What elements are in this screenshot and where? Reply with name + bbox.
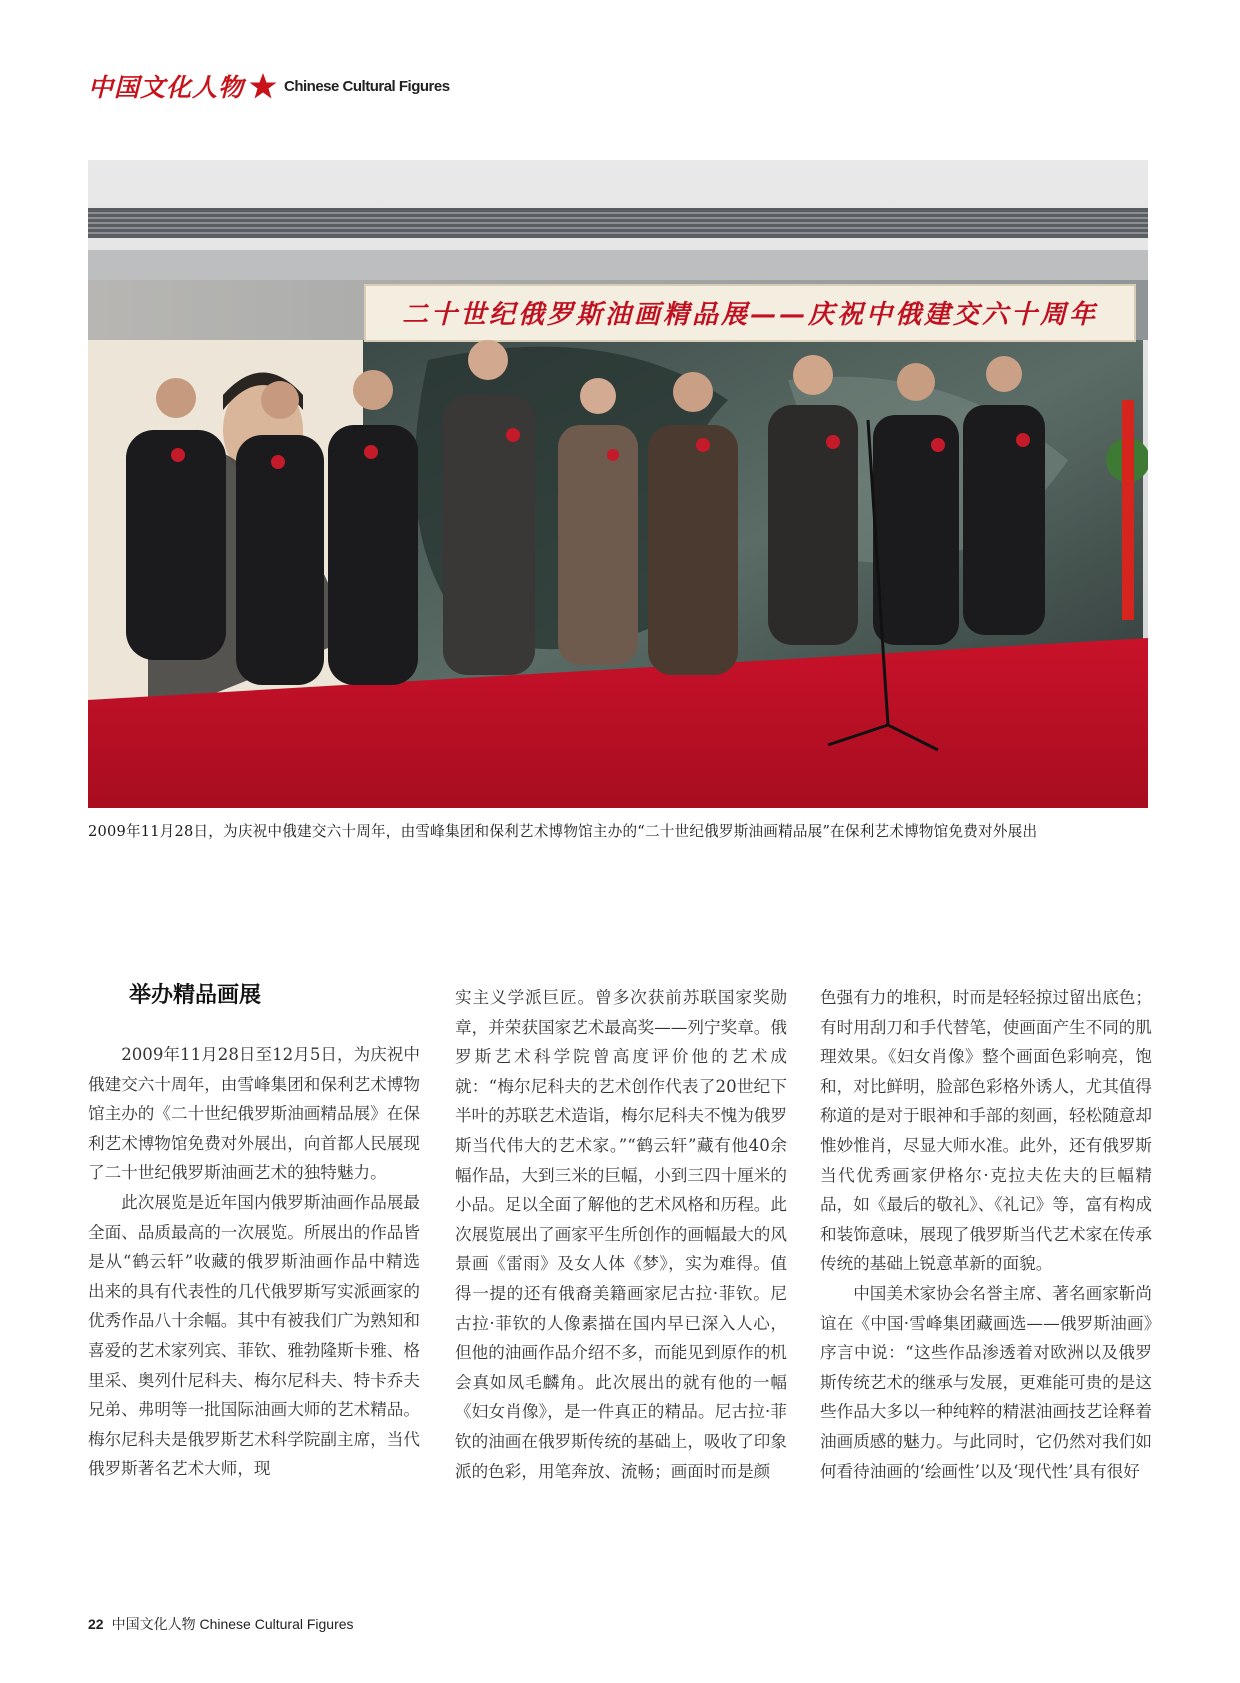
paragraph: 2009年11月28日至12月5日，为庆祝中俄建交六十周年，由雪峰集团和保利艺术博物馆主办的《二十世纪俄罗斯油画精品展》在保利艺术博物馆免费对外展出，向首都人民展现了二十世纪俄罗斯油画艺术的独特魅力。 — [88, 1045, 420, 1183]
magazine-logo-zh: 中国文化人物 — [88, 73, 245, 102]
footer-text: 中国文化人物 Chinese Cultural Figures — [111, 1616, 354, 1632]
magazine-header — [88, 70, 450, 102]
people-group — [126, 340, 1045, 685]
paragraph: 中国美术家协会名誉主席、著名画家靳尚谊在《中国·雪峰集团藏画选——俄罗斯油画》序言中说：“这些作品渗透着对欧洲以及俄罗斯传统艺术的继承与发展，更难能可贵的是这些作品大多以一种纯粹的精湛油画技艺诠释着油画质感的魅力。与此同时，它仍然对我们如何看待油画的‘绘画性’以及‘现代性’具有很好 — [820, 1283, 1152, 1481]
star-icon — [248, 71, 278, 101]
paragraph: 色强有力的堆积，时而是轻轻掠过留出底色；有时用刮刀和手代替笔，使画面产生不同的肌理效果。《妇女肖像》整个画面色彩响亮，饱和，对比鲜明，脸部色彩格外诱人，尤其值得称道的是对于眼神和手部的刻画，轻松随意却惟妙惟肖，尽显大师水准。此外，还有俄罗斯当代优秀画家伊格尔·克拉夫佐夫的巨幅精品，如《最后的敬礼》、《礼记》等，富有构成和装饰意味，展现了俄罗斯当代艺术家在传承传统的基础上锐意革新的面貌。 — [820, 988, 1152, 1274]
photo-caption: 2009年11月28日，为庆祝中俄建交六十周年，由雪峰集团和保利艺术博物馆主办的“二十世纪俄罗斯油画精品展”在保利艺术博物馆免费对外展出 — [88, 823, 1038, 840]
article-column-2 — [455, 983, 787, 1486]
banner-text: 二十世纪俄罗斯油画精品展——庆祝中俄建交六十周年 — [401, 300, 1099, 330]
exhibition-photo — [88, 160, 1148, 808]
article-column-1 — [88, 1040, 420, 1484]
paragraph: 此次展览是近年国内俄罗斯油画作品展最全面、品质最高的一次展览。所展出的作品皆是从“鹤云轩”收藏的俄罗斯油画作品中精选出来的具有代表性的几代俄罗斯写实派画家的优秀作品八十余幅。其中有被我们广为熟知和喜爱的艺术家列宾、菲钦、雅勃隆斯卡雅、格里采、奥列什尼科夫、梅尔尼科夫、特卡乔夫兄弟、弗明等一批国际油画大师的艺术精品。梅尔尼科夫是俄罗斯艺术科学院副主席，当代俄罗斯著名艺术大师，现 — [88, 1192, 420, 1479]
magazine-logo-en: Chinese Cultural Figures — [284, 77, 450, 95]
page-number: 22 — [88, 1616, 104, 1632]
page-footer — [88, 1614, 354, 1634]
article-column-3 — [820, 983, 1152, 1486]
section-title: 举办精品画展 — [129, 983, 262, 1008]
paragraph: 实主义学派巨匠。曾多次获前苏联国家奖勋章，并荣获国家艺术最高奖——列宁奖章。俄罗斯艺术科学院曾高度评价他的艺术成就：“梅尔尼科夫的艺术创作代表了20世纪下半叶的苏联艺术造诣，梅尔尼科夫不愧为俄罗斯当代伟大的艺术家。”“鹤云轩”藏有他40余幅作品，大到三米的巨幅，小到三四十厘米的小品。足以全面了解他的艺术风格和历程。此次展览展出了画家平生所创作的画幅最大的风景画《雷雨》及女人体《梦》，实为难得。值得一提的还有俄裔美籍画家尼古拉·菲钦。尼古拉·菲钦的人像素描在国内早已深入人心，但他的油画作品介绍不多，而能见到原作的机会真如凤毛麟角。此次展出的就有他的一幅《妇女肖像》，是一件真正的精品。尼古拉·菲钦的油画在俄罗斯传统的基础上，吸收了印象派的色彩，用笔奔放、流畅；画面时而是颜 — [455, 988, 787, 1481]
